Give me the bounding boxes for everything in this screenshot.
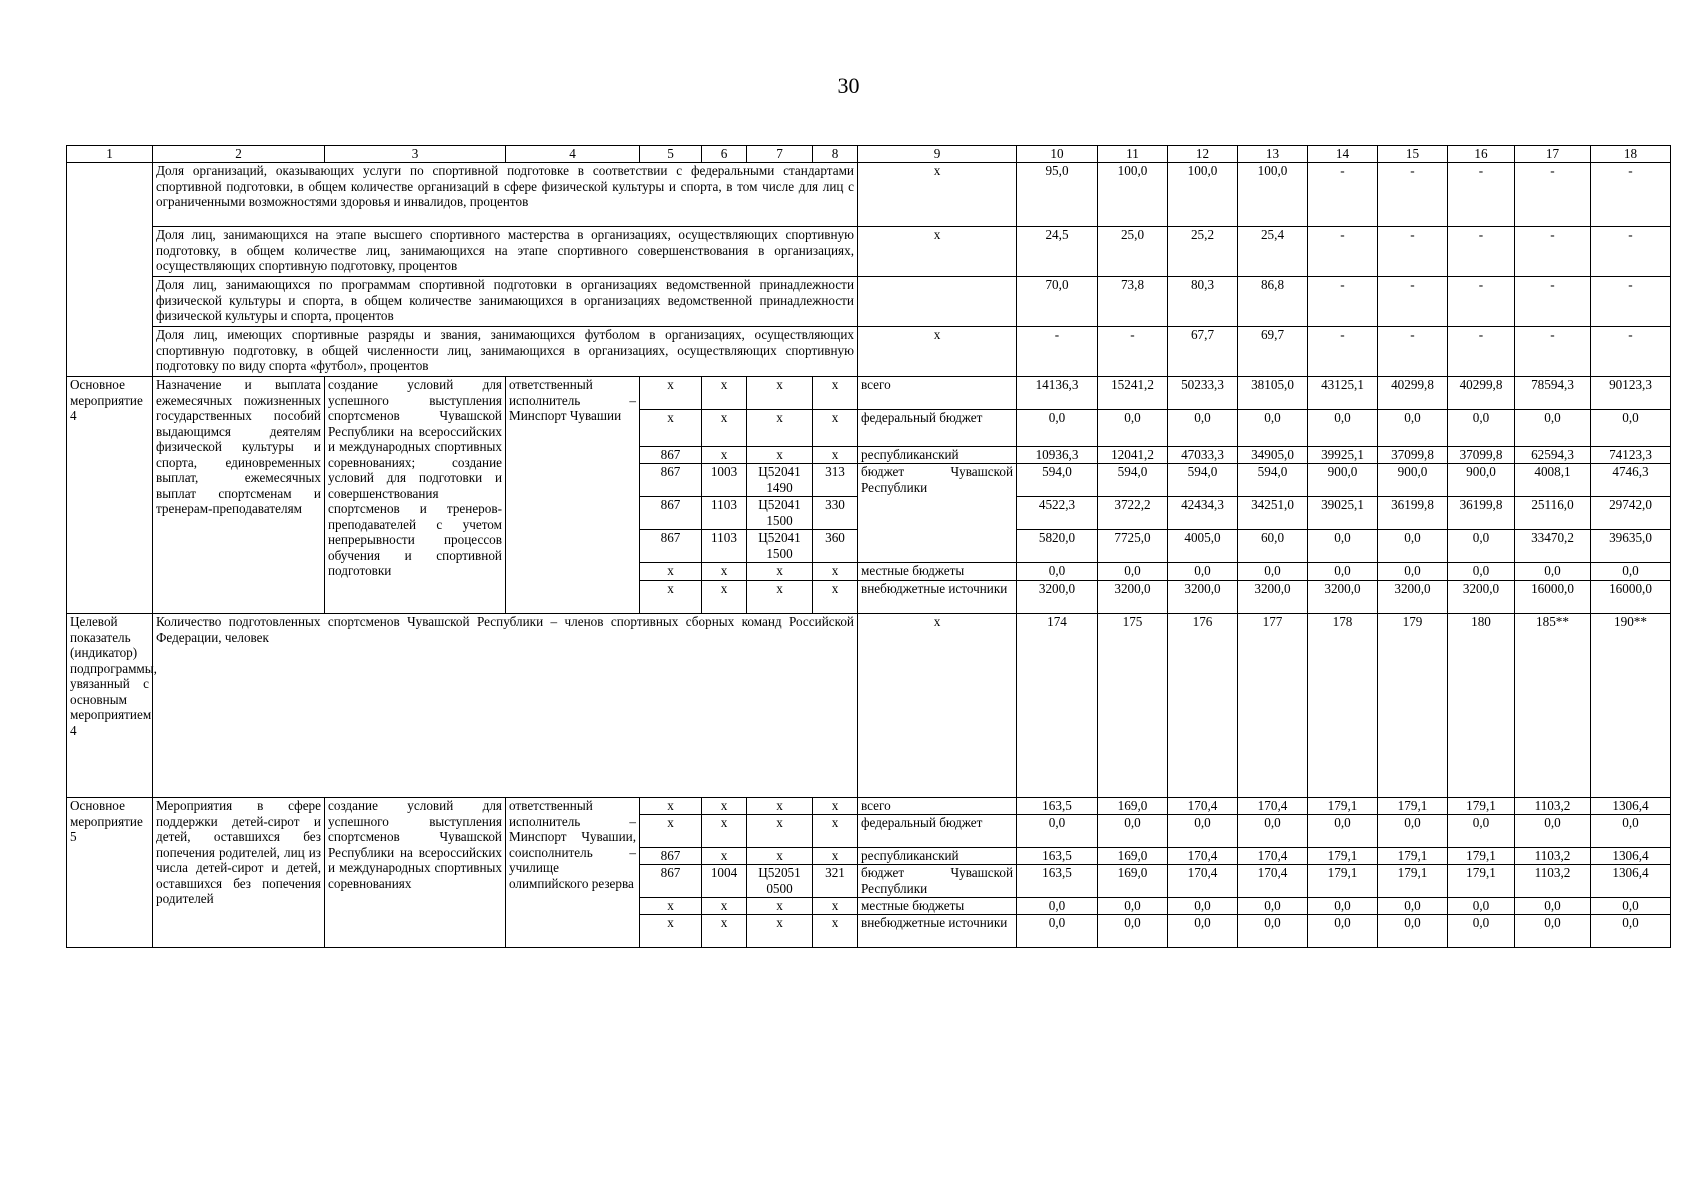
value-cell: 0,0	[1017, 410, 1098, 447]
indicator-row	[67, 327, 1671, 377]
value-cell: 900,0	[1378, 464, 1448, 497]
value-cell: 38105,0	[1238, 377, 1308, 410]
value-cell: 163,5	[1017, 865, 1098, 898]
blank-cell	[67, 227, 153, 277]
code-cell: x	[640, 798, 702, 815]
value-cell: 1103,2	[1515, 798, 1591, 815]
value-cell: 179	[1378, 614, 1448, 798]
code-cell: x	[813, 798, 858, 815]
value-cell: 179,1	[1448, 865, 1515, 898]
code-cell: x	[813, 915, 858, 948]
header-cell: 17	[1515, 146, 1591, 163]
value-cell: 178	[1308, 614, 1378, 798]
value-cell: 1306,4	[1591, 798, 1671, 815]
value-cell: 175	[1098, 614, 1168, 798]
indicator-c9: x	[858, 227, 1017, 277]
value-cell: 900,0	[1448, 464, 1515, 497]
source-cell: бюджет Чувашской Республики	[858, 464, 1017, 563]
value-cell: 0,0	[1238, 815, 1308, 848]
code-cell: x	[702, 410, 747, 447]
header-cell: 5	[640, 146, 702, 163]
code-cell: x	[640, 815, 702, 848]
value-cell: 0,0	[1017, 815, 1098, 848]
value-cell: 43125,1	[1308, 377, 1378, 410]
value-cell: 185**	[1515, 614, 1591, 798]
value-cell: -	[1591, 227, 1671, 277]
value-cell: 179,1	[1378, 798, 1448, 815]
table-body	[67, 146, 1671, 948]
header-cell: 3	[325, 146, 506, 163]
source-cell: бюджет Чувашской Республики	[858, 865, 1017, 898]
target-c9: x	[858, 614, 1017, 798]
code-cell: x	[702, 915, 747, 948]
value-cell: 39925,1	[1308, 447, 1378, 464]
value-cell: 0,0	[1098, 915, 1168, 948]
value-cell: 169,0	[1098, 798, 1168, 815]
value-cell: 0,0	[1238, 915, 1308, 948]
value-cell: 69,7	[1238, 327, 1308, 377]
value-cell: 3200,0	[1017, 581, 1098, 614]
value-cell: 100,0	[1168, 163, 1238, 227]
indicator-text: Доля лиц, занимающихся по программам спортивной подготовки в организациях ведомственной принадлежности физической культуры и спорта, в общем количестве занимающихся в организациях ведомственной принадлежности физической культуры и спорта, процентов	[153, 277, 858, 327]
value-cell: 0,0	[1448, 915, 1515, 948]
target-row	[67, 614, 1671, 798]
code-cell: x	[813, 815, 858, 848]
indicator-text: Доля лиц, имеющих спортивные разряды и звания, занимающихся футболом в организациях, осуществляющих спортивную подготовку, в общей численности лиц, занимающихся в организациях, осуществляющих спортивную подготовку по виду спорта «футбол», процентов	[153, 327, 858, 377]
value-cell: 67,7	[1168, 327, 1238, 377]
value-cell: 0,0	[1308, 915, 1378, 948]
code-cell: 330	[813, 497, 858, 530]
value-cell: 80,3	[1168, 277, 1238, 327]
value-cell: 170,4	[1238, 865, 1308, 898]
code-cell: x	[702, 815, 747, 848]
value-cell: 163,5	[1017, 798, 1098, 815]
source-cell: республиканский	[858, 447, 1017, 464]
value-cell: 0,0	[1168, 915, 1238, 948]
indicator-row	[67, 227, 1671, 277]
code-cell: Ц52051 0500	[747, 865, 813, 898]
indicator-row	[67, 163, 1671, 227]
code-cell: x	[747, 410, 813, 447]
code-cell: 867	[640, 497, 702, 530]
value-cell: 37099,8	[1448, 447, 1515, 464]
measure-name: Мероприятия в сфере поддержки детей-сирот и детей, оставшихся без попечения родителей, лиц из числа детей-сирот и детей, оставшихся без попечения родителей	[153, 798, 325, 948]
value-cell: 12041,2	[1098, 447, 1168, 464]
value-cell: 0,0	[1591, 915, 1671, 948]
value-cell: 0,0	[1448, 815, 1515, 848]
value-cell: 0,0	[1378, 915, 1448, 948]
value-cell: 0,0	[1515, 563, 1591, 581]
header-cell: 11	[1098, 146, 1168, 163]
value-cell: 174	[1017, 614, 1098, 798]
value-cell: 0,0	[1308, 563, 1378, 581]
code-cell: x	[813, 581, 858, 614]
value-cell: 50233,3	[1168, 377, 1238, 410]
code-cell: x	[747, 915, 813, 948]
value-cell: 179,1	[1308, 848, 1378, 865]
code-cell: x	[813, 848, 858, 865]
value-cell: 4746,3	[1591, 464, 1671, 497]
source-cell: местные бюджеты	[858, 898, 1017, 915]
value-cell: 0,0	[1308, 410, 1378, 447]
code-cell: x	[640, 563, 702, 581]
source-cell: федеральный бюджет	[858, 815, 1017, 848]
header-cell: 6	[702, 146, 747, 163]
value-cell: -	[1515, 227, 1591, 277]
measure-goal: создание условий для успешного выступления спортсменов Чувашской Республики на всероссийских и международных спортивных соревнованиях	[325, 798, 506, 948]
measure-label: Основное мероприятие 5	[67, 798, 153, 948]
code-cell: x	[813, 898, 858, 915]
value-cell: 42434,3	[1168, 497, 1238, 530]
om4-row	[67, 377, 1671, 410]
value-cell: 179,1	[1448, 798, 1515, 815]
value-cell: 170,4	[1168, 865, 1238, 898]
header-cell: 15	[1378, 146, 1448, 163]
value-cell: 0,0	[1378, 898, 1448, 915]
value-cell: 0,0	[1591, 563, 1671, 581]
value-cell: 594,0	[1168, 464, 1238, 497]
value-cell: 37099,8	[1378, 447, 1448, 464]
value-cell: 29742,0	[1591, 497, 1671, 530]
code-cell: 1103	[702, 530, 747, 563]
value-cell: 179,1	[1378, 848, 1448, 865]
value-cell: 3200,0	[1378, 581, 1448, 614]
measure-executor: ответственный исполнитель – Минспорт Чувашии, соисполнитель – училище олимпийского резерва	[506, 798, 640, 948]
value-cell: -	[1378, 327, 1448, 377]
value-cell: 163,5	[1017, 848, 1098, 865]
code-cell: x	[747, 563, 813, 581]
value-cell: 90123,3	[1591, 377, 1671, 410]
value-cell: 0,0	[1515, 410, 1591, 447]
value-cell: -	[1515, 277, 1591, 327]
value-cell: 0,0	[1378, 410, 1448, 447]
value-cell: 40299,8	[1378, 377, 1448, 410]
value-cell: 100,0	[1238, 163, 1308, 227]
value-cell: -	[1448, 163, 1515, 227]
header-cell: 9	[858, 146, 1017, 163]
code-cell: 867	[640, 447, 702, 464]
value-cell: 95,0	[1017, 163, 1098, 227]
value-cell: 177	[1238, 614, 1308, 798]
value-cell: -	[1378, 227, 1448, 277]
code-cell: 1003	[702, 464, 747, 497]
code-cell: Ц52041 1490	[747, 464, 813, 497]
value-cell: 3200,0	[1168, 581, 1238, 614]
code-cell: x	[813, 410, 858, 447]
value-cell: 24,5	[1017, 227, 1098, 277]
code-cell: x	[747, 848, 813, 865]
code-cell: x	[640, 915, 702, 948]
value-cell: -	[1308, 277, 1378, 327]
value-cell: 4008,1	[1515, 464, 1591, 497]
value-cell: 0,0	[1378, 815, 1448, 848]
value-cell: 0,0	[1515, 898, 1591, 915]
value-cell: -	[1308, 163, 1378, 227]
om5-row	[67, 798, 1671, 815]
code-cell: x	[813, 447, 858, 464]
indicator-row	[67, 277, 1671, 327]
value-cell: 190**	[1591, 614, 1671, 798]
value-cell: 180	[1448, 614, 1515, 798]
value-cell: 179,1	[1308, 865, 1378, 898]
value-cell: 0,0	[1591, 898, 1671, 915]
code-cell: 867	[640, 464, 702, 497]
header-cell: 10	[1017, 146, 1098, 163]
value-cell: -	[1017, 327, 1098, 377]
measure-label: Основное мероприятие 4	[67, 377, 153, 614]
source-cell: внебюджетные источники	[858, 581, 1017, 614]
value-cell: 36199,8	[1378, 497, 1448, 530]
page-number: 30	[837, 73, 860, 98]
value-cell: 25116,0	[1515, 497, 1591, 530]
header-cell: 13	[1238, 146, 1308, 163]
value-cell: -	[1378, 163, 1448, 227]
code-cell: 1103	[702, 497, 747, 530]
code-cell: 867	[640, 530, 702, 563]
value-cell: 0,0	[1168, 898, 1238, 915]
value-cell: -	[1098, 327, 1168, 377]
value-cell: -	[1448, 277, 1515, 327]
value-cell: 70,0	[1017, 277, 1098, 327]
code-cell: x	[702, 377, 747, 410]
value-cell: 40299,8	[1448, 377, 1515, 410]
value-cell: 0,0	[1378, 563, 1448, 581]
code-cell: 867	[640, 848, 702, 865]
header-cell: 7	[747, 146, 813, 163]
value-cell: 1103,2	[1515, 865, 1591, 898]
value-cell: 179,1	[1448, 848, 1515, 865]
value-cell: 36199,8	[1448, 497, 1515, 530]
code-cell: x	[747, 898, 813, 915]
value-cell: 0,0	[1308, 530, 1378, 563]
value-cell: 169,0	[1098, 848, 1168, 865]
value-cell: 25,2	[1168, 227, 1238, 277]
blank-cell	[67, 163, 153, 227]
value-cell: -	[1378, 277, 1448, 327]
value-cell: 0,0	[1308, 815, 1378, 848]
value-cell: 4005,0	[1168, 530, 1238, 563]
value-cell: 33470,2	[1515, 530, 1591, 563]
code-cell: x	[747, 581, 813, 614]
value-cell: 900,0	[1308, 464, 1378, 497]
code-cell: 1004	[702, 865, 747, 898]
value-cell: -	[1308, 327, 1378, 377]
value-cell: 0,0	[1168, 410, 1238, 447]
value-cell: 0,0	[1238, 563, 1308, 581]
code-cell: 360	[813, 530, 858, 563]
header-cell: 12	[1168, 146, 1238, 163]
measure-name: Назначение и выплата ежемесячных пожизненных государственных пособий выдающимся деятелям физической культуры и спорта, единовременных выплат, ежемесячных выплат спортсменам и тренерам-преподавателям	[153, 377, 325, 614]
value-cell: 25,0	[1098, 227, 1168, 277]
target-text: Количество подготовленных спортсменов Чувашской Республики – членов спортивных сборных команд Российской Федерации, человек	[153, 614, 858, 798]
value-cell: 34905,0	[1238, 447, 1308, 464]
value-cell: -	[1515, 163, 1591, 227]
code-cell: x	[702, 563, 747, 581]
value-cell: -	[1591, 327, 1671, 377]
code-cell: x	[640, 377, 702, 410]
value-cell: -	[1448, 227, 1515, 277]
value-cell: 14136,3	[1017, 377, 1098, 410]
indicator-c9	[858, 277, 1017, 327]
value-cell: 3200,0	[1308, 581, 1378, 614]
header-cell: 18	[1591, 146, 1671, 163]
value-cell: 170,4	[1168, 798, 1238, 815]
value-cell: 179,1	[1378, 865, 1448, 898]
code-cell: x	[640, 898, 702, 915]
value-cell: -	[1308, 227, 1378, 277]
value-cell: 594,0	[1098, 464, 1168, 497]
value-cell: 3200,0	[1448, 581, 1515, 614]
value-cell: 170,4	[1238, 848, 1308, 865]
value-cell: 39025,1	[1308, 497, 1378, 530]
blank-cell	[67, 327, 153, 377]
value-cell: 0,0	[1098, 410, 1168, 447]
value-cell: 0,0	[1308, 898, 1378, 915]
indicator-c9: x	[858, 327, 1017, 377]
code-cell: x	[747, 798, 813, 815]
code-cell: x	[702, 798, 747, 815]
value-cell: 0,0	[1238, 898, 1308, 915]
code-cell: x	[747, 815, 813, 848]
value-cell: 594,0	[1238, 464, 1308, 497]
value-cell: 78594,3	[1515, 377, 1591, 410]
value-cell: 1103,2	[1515, 848, 1591, 865]
value-cell: 0,0	[1448, 530, 1515, 563]
value-cell: 3200,0	[1238, 581, 1308, 614]
indicator-text: Доля лиц, занимающихся на этапе высшего спортивного мастерства в организациях, осуществляющих спортивную подготовку, в общем количестве лиц, занимающихся на этапе спортивного совершенствования в организациях, осуществляющих спортивную подготовку, процентов	[153, 227, 858, 277]
value-cell: 100,0	[1098, 163, 1168, 227]
code-cell: Ц52041 1500	[747, 530, 813, 563]
value-cell: 16000,0	[1515, 581, 1591, 614]
source-cell: местные бюджеты	[858, 563, 1017, 581]
header-row	[67, 146, 1671, 163]
header-cell: 14	[1308, 146, 1378, 163]
program-table	[66, 145, 1671, 948]
code-cell: x	[813, 377, 858, 410]
value-cell: 0,0	[1448, 563, 1515, 581]
value-cell: -	[1515, 327, 1591, 377]
code-cell: x	[640, 581, 702, 614]
code-cell: x	[702, 898, 747, 915]
indicator-c9: x	[858, 163, 1017, 227]
value-cell: 0,0	[1515, 915, 1591, 948]
header-cell: 16	[1448, 146, 1515, 163]
value-cell: 0,0	[1448, 410, 1515, 447]
value-cell: 60,0	[1238, 530, 1308, 563]
value-cell: 176	[1168, 614, 1238, 798]
value-cell: 179,1	[1308, 798, 1378, 815]
target-label: Целевой показатель (индикатор) подпрограммы, увязанный с основным мероприятием 4	[67, 614, 153, 798]
code-cell: x	[747, 377, 813, 410]
value-cell: 86,8	[1238, 277, 1308, 327]
code-cell: 867	[640, 865, 702, 898]
value-cell: 594,0	[1017, 464, 1098, 497]
value-cell: 39635,0	[1591, 530, 1671, 563]
source-cell: всего	[858, 798, 1017, 815]
blank-cell	[67, 277, 153, 327]
value-cell: 25,4	[1238, 227, 1308, 277]
value-cell: -	[1591, 277, 1671, 327]
value-cell: 0,0	[1591, 815, 1671, 848]
source-cell: внебюджетные источники	[858, 915, 1017, 948]
value-cell: 3722,2	[1098, 497, 1168, 530]
value-cell: 0,0	[1591, 410, 1671, 447]
value-cell: 0,0	[1098, 898, 1168, 915]
value-cell: 4522,3	[1017, 497, 1098, 530]
value-cell: 73,8	[1098, 277, 1168, 327]
header-cell: 4	[506, 146, 640, 163]
code-cell: x	[702, 447, 747, 464]
source-cell: всего	[858, 377, 1017, 410]
indicator-text: Доля организаций, оказывающих услуги по спортивной подготовке в соответствии с федеральными стандартами спортивной подготовки, в общем количестве организаций в сфере физической культуры и спорта, в том числе для лиц с ограниченными возможностями здоровья и инвалидов, процентов	[153, 163, 858, 227]
value-cell: 16000,0	[1591, 581, 1671, 614]
header-cell: 1	[67, 146, 153, 163]
value-cell: 74123,3	[1591, 447, 1671, 464]
code-cell: x	[813, 563, 858, 581]
value-cell: 10936,3	[1017, 447, 1098, 464]
code-cell: x	[640, 410, 702, 447]
value-cell: 0,0	[1168, 563, 1238, 581]
value-cell: 170,4	[1168, 848, 1238, 865]
value-cell: 1306,4	[1591, 865, 1671, 898]
code-cell: Ц52041 1500	[747, 497, 813, 530]
value-cell: 47033,3	[1168, 447, 1238, 464]
code-cell: x	[702, 581, 747, 614]
source-cell: федеральный бюджет	[858, 410, 1017, 447]
value-cell: -	[1448, 327, 1515, 377]
value-cell: -	[1591, 163, 1671, 227]
header-cell: 2	[153, 146, 325, 163]
code-cell: 313	[813, 464, 858, 497]
value-cell: 0,0	[1378, 530, 1448, 563]
value-cell: 3200,0	[1098, 581, 1168, 614]
value-cell: 7725,0	[1098, 530, 1168, 563]
source-cell: республиканский	[858, 848, 1017, 865]
value-cell: 170,4	[1238, 798, 1308, 815]
value-cell: 0,0	[1098, 815, 1168, 848]
value-cell: 1306,4	[1591, 848, 1671, 865]
measure-goal: создание условий для успешного выступления спортсменов Чувашской Республики на всероссийских и международных спортивных соревнованиях; создание условий для подготовки и совершенствования спортсменов и тренеров-преподавателей с учетом непрерывности процессов обучения и спортивной подготовки	[325, 377, 506, 614]
header-cell: 8	[813, 146, 858, 163]
value-cell: 0,0	[1017, 915, 1098, 948]
value-cell: 15241,2	[1098, 377, 1168, 410]
value-cell: 0,0	[1448, 898, 1515, 915]
code-cell: x	[702, 848, 747, 865]
value-cell: 0,0	[1017, 563, 1098, 581]
value-cell: 0,0	[1515, 815, 1591, 848]
value-cell: 0,0	[1017, 898, 1098, 915]
value-cell: 5820,0	[1017, 530, 1098, 563]
value-cell: 0,0	[1168, 815, 1238, 848]
measure-executor: ответственный исполнитель – Минспорт Чувашии	[506, 377, 640, 614]
value-cell: 62594,3	[1515, 447, 1591, 464]
value-cell: 0,0	[1098, 563, 1168, 581]
code-cell: 321	[813, 865, 858, 898]
code-cell: x	[747, 447, 813, 464]
value-cell: 169,0	[1098, 865, 1168, 898]
value-cell: 34251,0	[1238, 497, 1308, 530]
value-cell: 0,0	[1238, 410, 1308, 447]
